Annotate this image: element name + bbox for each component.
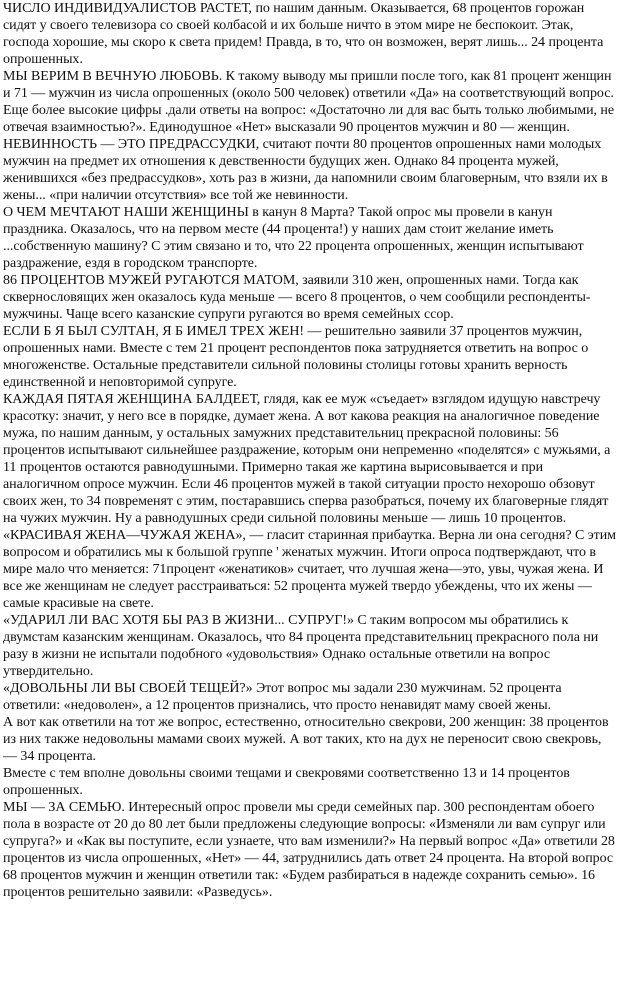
paragraph-every-fifth-woman: КАЖДАЯ ПЯТАЯ ЖЕНЩИНА БАЛДЕЕТ, глядя, как ее муж «съедает» взглядом идущую навстречу красотку: значит, у него все в порядке, думает жена. А вот какова реакция на аналогичное поведение мужа, по нашим данным, у остальных замужних представительниц прекрасной половины: 56 процентов испытывают сильнейшее раздражение, которым они непременно «поделятся» с мужьями, а 11 процентов остаются равнодушными. Примерно такая же картина вырисовывается и при аналогичном опросе мужчин. Если 46 процентов мужей в такой ситуации просто нехорошо обзовут своих жен, то 34 повременят с этим, постаравшись сперва разобраться, почему их благоверные глядят на чужих мужчин. Ну а равнодушных среди сильной половины меньше — лишь 10 процентов. [3, 392, 611, 526]
paragraph-eternal-love: МЫ ВЕРИМ В ВЕЧНУЮ ЛЮБОВЬ. К такому выводу мы пришли после того, как 81 процент женщин и 71 — мужчин из числа опрошенных (около 500 человек) ответили «Да» на соответствующий вопрос. Еще более высокие цифры .дали ответы на вопрос: «Достаточно ли для вас быть только любимыми, не отвечая взаимностью?». Единодушное «Нет» высказали 90 процентов мужчин и 80 — женщин. [3, 69, 615, 135]
paragraph-svekrov: А вот как ответили на тот же вопрос, естественно, относительно свекрови, 200 женщин: 38 процентов из них также недовольны мамами своих мужей. А вот таких, кто на дух не переносит свою свекровь, — 34 процента. [3, 715, 609, 764]
paragraph-satisfied: Вместе с тем вполне довольны своими тещами и свекровями соответственно 13 и 14 процентов опрошенных. [3, 766, 570, 798]
paragraph-individualists: ЧИСЛО ИНДИВИДУАЛИСТОВ РАСТЕТ, по нашим данным. Оказывается, 68 процентов горожан сидят у своего телевизора со своей колбасой и их больше ничто в этом мире не беспокоит. Этак, господа хорошие, мы скоро к света придем! Правда, в то, что он возможен, верят лишь... 24 процента опрошенных. [3, 1, 604, 67]
paragraph-for-family: МЫ — ЗА СЕМЬЮ. Интересный опрос провели мы среди семейных пар. 300 респондентам обоего пола в возрасте от 20 до 80 лет были предложены следующие вопросы: «Изменяли ли вам супруг или супруга?» и «Как вы поступите, если узнаете, что вам изменили?» На первый вопрос «Да» ответили 28 процентов из числа опрошенных, «Нет» — 44, затруднились дать ответ 24 процента. На второй вопрос 68 процентов мужчин и женщин ответили так: «Будем разбираться в надежде сохранить семью». 16 процентов решительно заявили: «Разведусь». [3, 800, 615, 900]
paragraph-sultan: ЕСЛИ Б Я БЫЛ СУЛТАН, Я Б ИМЕЛ ТРЕХ ЖЕН! — решительно заявили 37 процентов мужчин, опрошенных нами. Вместе с тем 21 процент респондентов пока затрудняется ответить на вопрос о многоженстве. Остальные представители сильной половины столицы готовы хранить верность единственной и неповторимой супруге. [3, 324, 589, 390]
paragraph-womens-dreams: О ЧЕМ МЕЧТАЮТ НАШИ ЖЕНЩИНЫ в канун 8 Марта? Такой опрос мы провели в канун праздника. Оказалось, что на первом месте (44 процента!) у наших дам стоит желание иметь ...собственную машину? С этим связано и то, что 22 процента опрошенных, женщин испытывают раздражение, ездя в городском транспорте. [3, 205, 584, 271]
paragraph-beautiful-wife: «КРАСИВАЯ ЖЕНА—ЧУЖАЯ ЖЕНА», — гласит старинная прибаутка. Верна ли она сегодня? С этим вопросом и обратились мы к большой группе ' женатых мужчин. Итоги опроса подтверждают, что в мире мало что меняется: 71процент «женатиков» считает, что лучшая жена—это, увы, чужая жена. И все же женщинам не следует расстраиваться: 52 процента мужей твердо убеждены, что их жены — самые красивые на свете. [3, 528, 616, 611]
paragraph-mother-in-law: «ДОВОЛЬНЫ ЛИ ВЫ СВОЕЙ ТЕЩЕЙ?» Этот вопрос мы задали 230 мужчинам. 52 процента ответили: «недоволен», а 12 процентов признались, что просто ненавидят маму своей жены. [3, 681, 562, 713]
paragraph-innocence: НЕВИННОСТЬ — ЭТО ПРЕДРАССУДКИ, считают почти 80 процентов опрошенных нами молодых мужчин на предмет их отношения к девственности будущих жен. Однако 84 процента мужей, женившихся «без предрассудков», хоть раз в жизни, да напомнили своим благоверным, что взяли их в жены... «при наличии отсутствия» все той же невинности. [3, 137, 608, 203]
paragraph-spouse-hit: «УДАРИЛ ЛИ ВАС ХОТЯ БЫ РАЗ В ЖИЗНИ... СУПРУГ!» С таким вопросом мы обратились к двумстам казанским женщинам. Оказалось, что 84 процента представительниц прекрасного пола ни разу в жизни не испытали подобного «удовольствия» Однако остальные ответили на вопрос утвердительно. [3, 613, 599, 679]
paragraph-swearing-husbands: 86 ПРОЦЕНТОВ МУЖЕЙ РУГАЮТСЯ МАТОМ, заявили 310 жен, опрошенных нами. Тогда как сквернословящих жен оказалось куда меньше — всего 8 процентов, о чем сообщили респонденты-мужчины. Чаще всего казанские супруги ругаются во время семейных ссор. [3, 273, 591, 322]
